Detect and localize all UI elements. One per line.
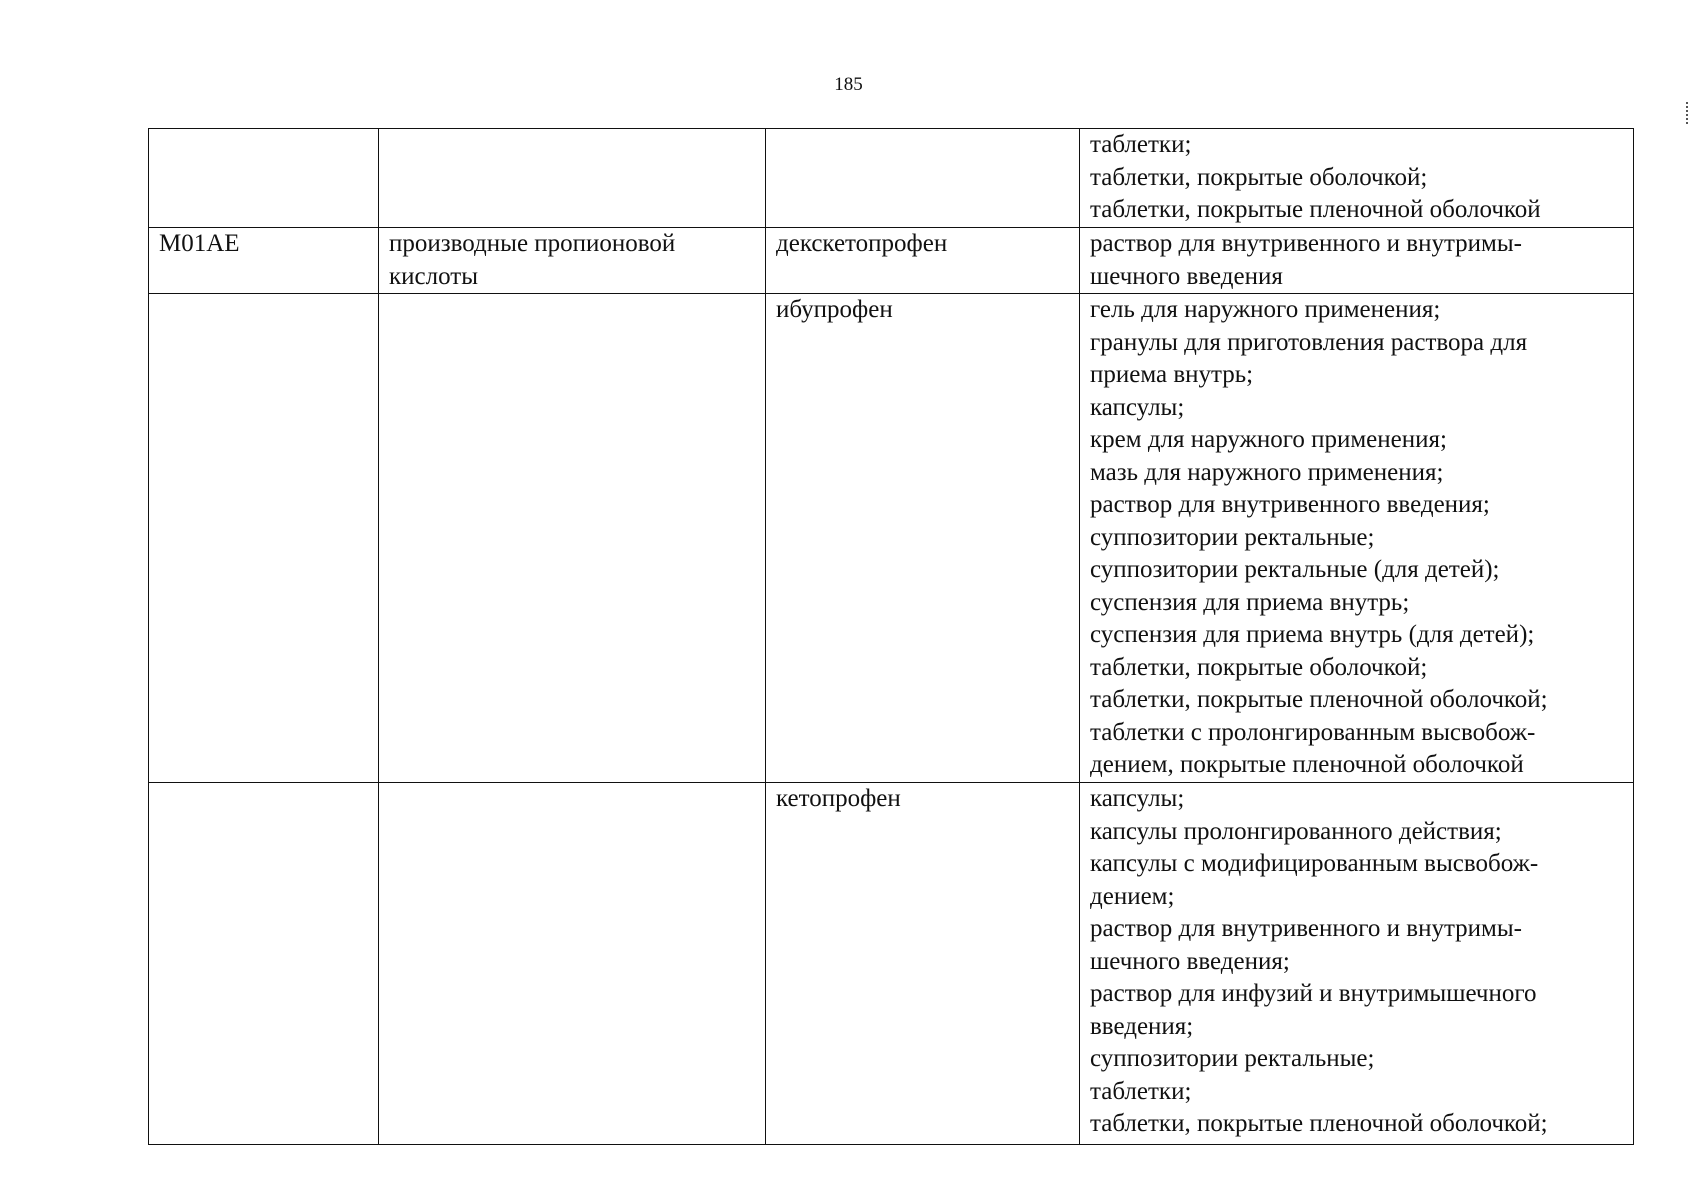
dosage-forms-cell [1080,783,1634,1145]
atc-code-cell [149,129,379,228]
dosage-form: таблетки, покрытые пленочной оболочкой; [1090,1110,1548,1137]
dosage-form: шечного введения [1090,262,1283,290]
dosage-form: капсулы пролонгированного действия; [1090,817,1502,845]
dosage-form: суспензия для приема внутрь (для детей); [1090,621,1535,648]
atc-code: M01AE [159,230,240,257]
drug-name-cell [766,129,1080,228]
drug-name-cell [766,783,1080,1145]
table-row [149,129,1634,228]
drug-table [148,128,1634,1145]
dosage-form: таблетки с пролонгированным высвобож- [1090,718,1536,746]
dosage-form: мазь для наружного применения; [1090,458,1444,486]
atc-code-cell [149,783,379,1145]
drug-name: кетопрофен [776,785,901,812]
dosage-form: капсулы с модифицированным высвобож- [1090,850,1539,877]
table-row [149,783,1634,1145]
dosage-forms-cell [1080,129,1634,228]
dosage-form: суппозитории ректальные; [1090,1045,1375,1072]
group-cell [379,228,766,294]
dosage-form: раствор для внутривенного и внутримы- [1090,230,1522,257]
dosage-form: раствор для внутривенного и внутримы- [1090,915,1522,942]
group-cell [379,294,766,783]
dosage-form: таблетки, покрытые оболочкой; [1090,163,1428,191]
dosage-form: таблетки, покрытые оболочкой; [1090,653,1428,681]
dosage-form: введения; [1090,1012,1194,1040]
dosage-form: раствор для внутривенного введения; [1090,491,1490,518]
dosage-form: суппозитории ректальные; [1090,523,1375,551]
atc-code-cell [149,294,379,783]
dosage-form: крем для наружного применения; [1090,426,1447,453]
scan-edge-mark [1686,102,1691,124]
group-name: кислоты [389,262,478,290]
dosage-form: шечного введения; [1090,947,1290,975]
dosage-form: таблетки, покрытые пленочной оболочкой; [1090,686,1548,713]
group-cell [379,129,766,228]
group-name: производные пропионовой [389,230,676,257]
drug-name-cell [766,294,1080,783]
drug-name: ибупрофен [776,296,893,323]
dosage-form: таблетки, покрытые пленочной оболочкой [1090,196,1541,223]
drug-name: декскетопрофен [776,230,948,257]
dosage-forms-cell [1080,294,1634,783]
dosage-form: капсулы; [1090,785,1185,812]
page-number: 185 [834,74,863,95]
drug-name-cell [766,228,1080,294]
dosage-form: приема внутрь; [1090,361,1254,388]
dosage-form: гранулы для приготовления раствора для [1090,328,1528,356]
table-row [149,228,1634,294]
dosage-forms-cell [1080,228,1634,294]
table-row [149,294,1634,783]
dosage-form: раствор для инфузий и внутримышечного [1090,980,1537,1007]
atc-code-cell [149,228,379,294]
dosage-form: гель для наружного применения; [1090,296,1441,323]
dosage-form: таблетки; [1090,131,1192,158]
dosage-form: суспензия для приема внутрь; [1090,588,1410,616]
group-cell [379,783,766,1145]
dosage-form: дением, покрытые пленочной оболочкой [1090,751,1524,778]
dosage-form: дением; [1090,882,1175,910]
dosage-form: таблетки; [1090,1077,1192,1105]
dosage-form: суппозитории ректальные (для детей); [1090,556,1500,583]
dosage-form: капсулы; [1090,393,1185,421]
